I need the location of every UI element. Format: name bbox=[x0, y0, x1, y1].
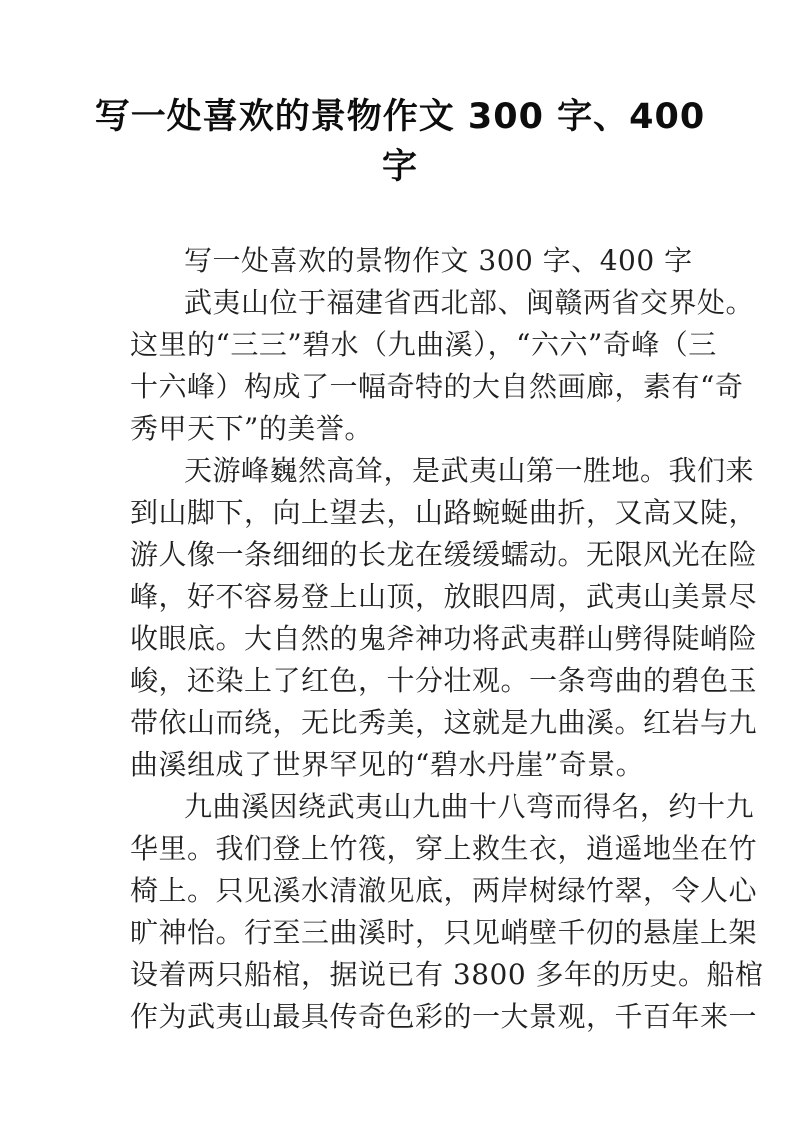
text-line: 作为武夷山最具传奇色彩的一大景观，千百年来一 bbox=[130, 1000, 758, 1033]
paragraph bbox=[130, 786, 764, 1038]
text-line: 峰，好不容易登上山顶，放眼四周，武夷山美景尽 bbox=[130, 580, 758, 613]
document-title-line: 字 bbox=[381, 147, 418, 187]
paragraph bbox=[130, 450, 758, 786]
text-line: 秀甲天下”的美誉。 bbox=[130, 412, 373, 445]
text-line: 写一处喜欢的景物作文 300 字、400 字 bbox=[184, 244, 693, 277]
document-title bbox=[0, 92, 800, 192]
paragraph bbox=[130, 240, 693, 282]
text-line: 武夷山位于福建省西北部、闽赣两省交界处。 bbox=[184, 286, 755, 319]
text-line: 这里的“三三”碧水（九曲溪），“六六”奇峰（三 bbox=[130, 328, 717, 361]
text-line: 天游峰巍然高耸，是武夷山第一胜地。我们来 bbox=[184, 454, 755, 487]
text-line: 到山脚下，向上望去，山路蜿蜒曲折，又高又陡， bbox=[130, 496, 758, 529]
text-line: 峻，还染上了红色，十分壮观。一条弯曲的碧色玉 bbox=[130, 664, 758, 697]
text-line: 华里。我们登上竹筏，穿上救生衣，逍遥地坐在竹 bbox=[130, 832, 758, 865]
text-line: 椅上。只见溪水清澈见底，两岸树绿竹翠，令人心 bbox=[130, 874, 758, 907]
text-line: 设着两只船棺，据说已有 3800 多年的历史。船棺 bbox=[130, 958, 764, 991]
text-line: 带依山而绕，无比秀美，这就是九曲溪。红岩与九 bbox=[130, 706, 758, 739]
text-line: 收眼底。大自然的鬼斧神功将武夷群山劈得陡峭险 bbox=[130, 622, 758, 655]
document-title-line: 写一处喜欢的景物作文 300 字、400 bbox=[94, 97, 706, 137]
text-line: 游人像一条细细的长龙在缓缓蠕动。无限风光在险 bbox=[130, 538, 758, 571]
paragraph bbox=[130, 282, 755, 450]
text-line: 九曲溪因绕武夷山九曲十八弯而得名，约十九 bbox=[184, 790, 755, 823]
document-body bbox=[130, 240, 764, 1038]
text-line: 十六峰）构成了一幅奇特的大自然画廊，素有“奇 bbox=[130, 370, 744, 403]
text-line: 旷神怡。行至三曲溪时，只见峭壁千仞的悬崖上架 bbox=[130, 916, 758, 949]
text-line: 曲溪组成了世界罕见的“碧水丹崖”奇景。 bbox=[130, 748, 645, 781]
